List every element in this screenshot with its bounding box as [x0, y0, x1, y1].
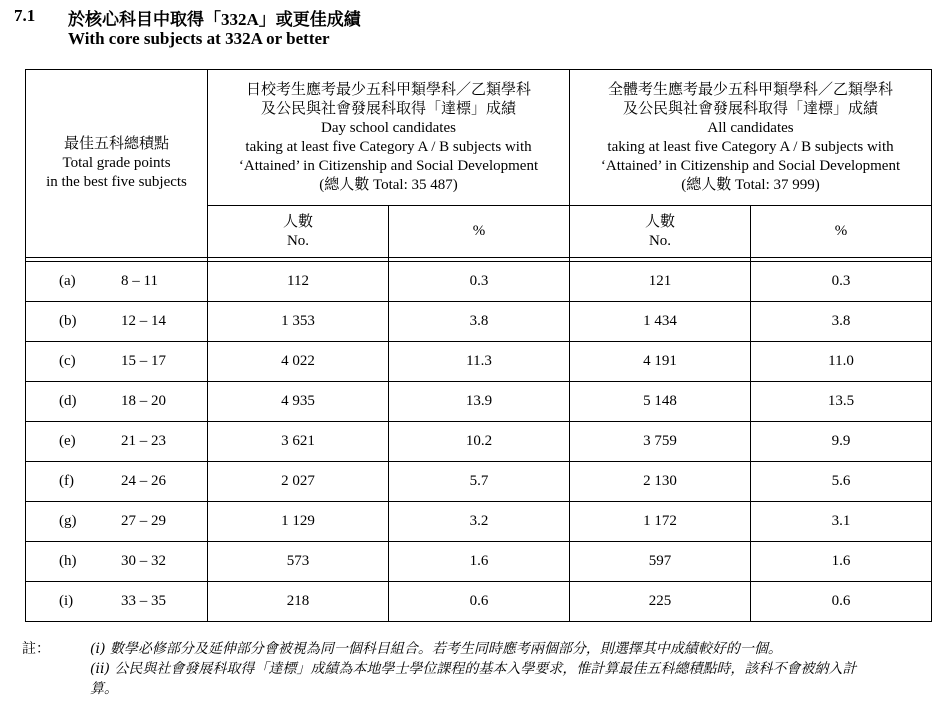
- group-total: (總人數 Total: 37 999): [681, 176, 820, 193]
- day-school-count: 1 353: [208, 302, 389, 342]
- col-no-zh: 人數: [645, 213, 676, 230]
- group-zh1: 日校考生應考最少五科甲類學科／乙類學科: [246, 81, 532, 98]
- day-school-percent: 11.3: [389, 342, 570, 382]
- all-percent: 3.1: [751, 502, 932, 542]
- row-range: 27 – 29: [121, 513, 166, 529]
- all-count: 121: [570, 262, 751, 302]
- day-school-percent: 3.2: [389, 502, 570, 542]
- row-label-cell: [26, 262, 208, 302]
- row-label-cell: [26, 582, 208, 622]
- all-count: 1 172: [570, 502, 751, 542]
- day-school-count: 2 027: [208, 462, 389, 502]
- group-zh1: 全體考生應考最少五科甲類學科／乙類學科: [608, 81, 894, 98]
- table-row: [26, 382, 932, 422]
- group-zh2: 及公民與社會發展科取得「達標」成績: [261, 100, 517, 117]
- section-title-en: With core subjects at 332A or better: [68, 29, 330, 48]
- all-count: 5 148: [570, 382, 751, 422]
- row-label-cell: [26, 382, 208, 422]
- row-letter: (f): [59, 473, 74, 489]
- group-en1: Day school candidates: [321, 119, 456, 136]
- group-en2: taking at least five Category A / B subjects with: [245, 138, 532, 155]
- all-count: 2 130: [570, 462, 751, 502]
- section-title-zh: 於核心科目中取得「332A」或更佳成績: [68, 10, 361, 29]
- table-row: [26, 422, 932, 462]
- all-count: 597: [570, 542, 751, 582]
- notes-label: 註：: [22, 641, 50, 657]
- group-header-all: [570, 70, 932, 206]
- note-line-1: (i) 數學必修部分及延伸部分會被視為同一個科目組合。若考生同時應考兩個部分，則選擇其中成績較好的一個。: [90, 641, 782, 657]
- note-line-3: 算。: [90, 681, 118, 697]
- all-count: 4 191: [570, 342, 751, 382]
- all-count: 3 759: [570, 422, 751, 462]
- row-header-en1: Total grade points: [62, 155, 171, 171]
- col-no-en: No.: [648, 232, 672, 249]
- row-range: 12 – 14: [121, 313, 166, 329]
- row-letter: (g): [59, 513, 77, 529]
- row-letter: (c): [59, 353, 76, 369]
- group-header-day-school: [208, 70, 570, 206]
- row-letter: (b): [59, 313, 77, 329]
- row-letter: (h): [59, 553, 77, 569]
- day-school-percent: 5.7: [389, 462, 570, 502]
- row-range: 24 – 26: [121, 473, 166, 489]
- group-en2: taking at least five Category A / B subjects with: [607, 138, 894, 155]
- row-letter: (a): [59, 273, 76, 289]
- table-row: [26, 262, 932, 302]
- row-range: 30 – 32: [121, 553, 166, 569]
- all-percent: 1.6: [751, 542, 932, 582]
- day-school-count: 112: [208, 262, 389, 302]
- table-row: [26, 582, 932, 622]
- row-range: 33 – 35: [121, 593, 166, 609]
- all-percent: 9.9: [751, 422, 932, 462]
- note-line-2: (ii) 公民與社會發展科取得「達標」成績為本地學士學位課程的基本入學要求，惟計算最佳五科總積點時，該科不會被納入計: [90, 661, 857, 677]
- all-percent: 0.6: [751, 582, 932, 622]
- all-percent: 13.5: [751, 382, 932, 422]
- day-school-percent: 13.9: [389, 382, 570, 422]
- col-header-all-pct: %: [751, 206, 932, 258]
- row-label-cell: [26, 422, 208, 462]
- col-no-en: No.: [286, 232, 310, 249]
- group-total: (總人數 Total: 35 487): [319, 176, 458, 193]
- row-header-cell: [26, 70, 208, 258]
- group-en3: ‘Attained’ in Citizenship and Social Development: [600, 157, 901, 174]
- row-range: 18 – 20: [121, 393, 166, 409]
- day-school-percent: 10.2: [389, 422, 570, 462]
- col-header-day-no: [208, 206, 389, 258]
- grade-points-table: [25, 69, 932, 622]
- all-count: 225: [570, 582, 751, 622]
- group-zh2: 及公民與社會發展科取得「達標」成績: [623, 100, 879, 117]
- section-number: 7.1: [14, 6, 36, 25]
- row-header-zh: 最佳五科總積點: [63, 136, 169, 152]
- day-school-count: 1 129: [208, 502, 389, 542]
- row-range: 15 – 17: [121, 353, 166, 369]
- all-percent: 0.3: [751, 262, 932, 302]
- col-no-zh: 人數: [282, 213, 313, 230]
- col-header-all-no: [570, 206, 751, 258]
- day-school-count: 573: [208, 542, 389, 582]
- day-school-count: 4 935: [208, 382, 389, 422]
- row-label-cell: [26, 542, 208, 582]
- all-percent: 3.8: [751, 302, 932, 342]
- row-letter: (i): [59, 593, 74, 609]
- row-label-cell: [26, 462, 208, 502]
- group-en1: All candidates: [707, 119, 794, 136]
- day-school-percent: 0.3: [389, 262, 570, 302]
- day-school-percent: 3.8: [389, 302, 570, 342]
- row-label-cell: [26, 342, 208, 382]
- day-school-percent: 0.6: [389, 582, 570, 622]
- table-row: [26, 462, 932, 502]
- group-en3: ‘Attained’ in Citizenship and Social Development: [238, 157, 539, 174]
- day-school-percent: 1.6: [389, 542, 570, 582]
- table-row: [26, 342, 932, 382]
- all-percent: 11.0: [751, 342, 932, 382]
- day-school-count: 218: [208, 582, 389, 622]
- all-percent: 5.6: [751, 462, 932, 502]
- table-row: [26, 302, 932, 342]
- row-letter: (e): [59, 433, 76, 449]
- row-label-cell: [26, 502, 208, 542]
- row-range: 21 – 23: [121, 433, 166, 449]
- table-row: [26, 502, 932, 542]
- all-count: 1 434: [570, 302, 751, 342]
- row-header-en2: in the best five subjects: [46, 174, 187, 190]
- row-label-cell: [26, 302, 208, 342]
- row-range: 8 – 11: [121, 273, 158, 289]
- day-school-count: 4 022: [208, 342, 389, 382]
- table-row: [26, 542, 932, 582]
- row-letter: (d): [59, 393, 77, 409]
- col-header-day-pct: %: [389, 206, 570, 258]
- day-school-count: 3 621: [208, 422, 389, 462]
